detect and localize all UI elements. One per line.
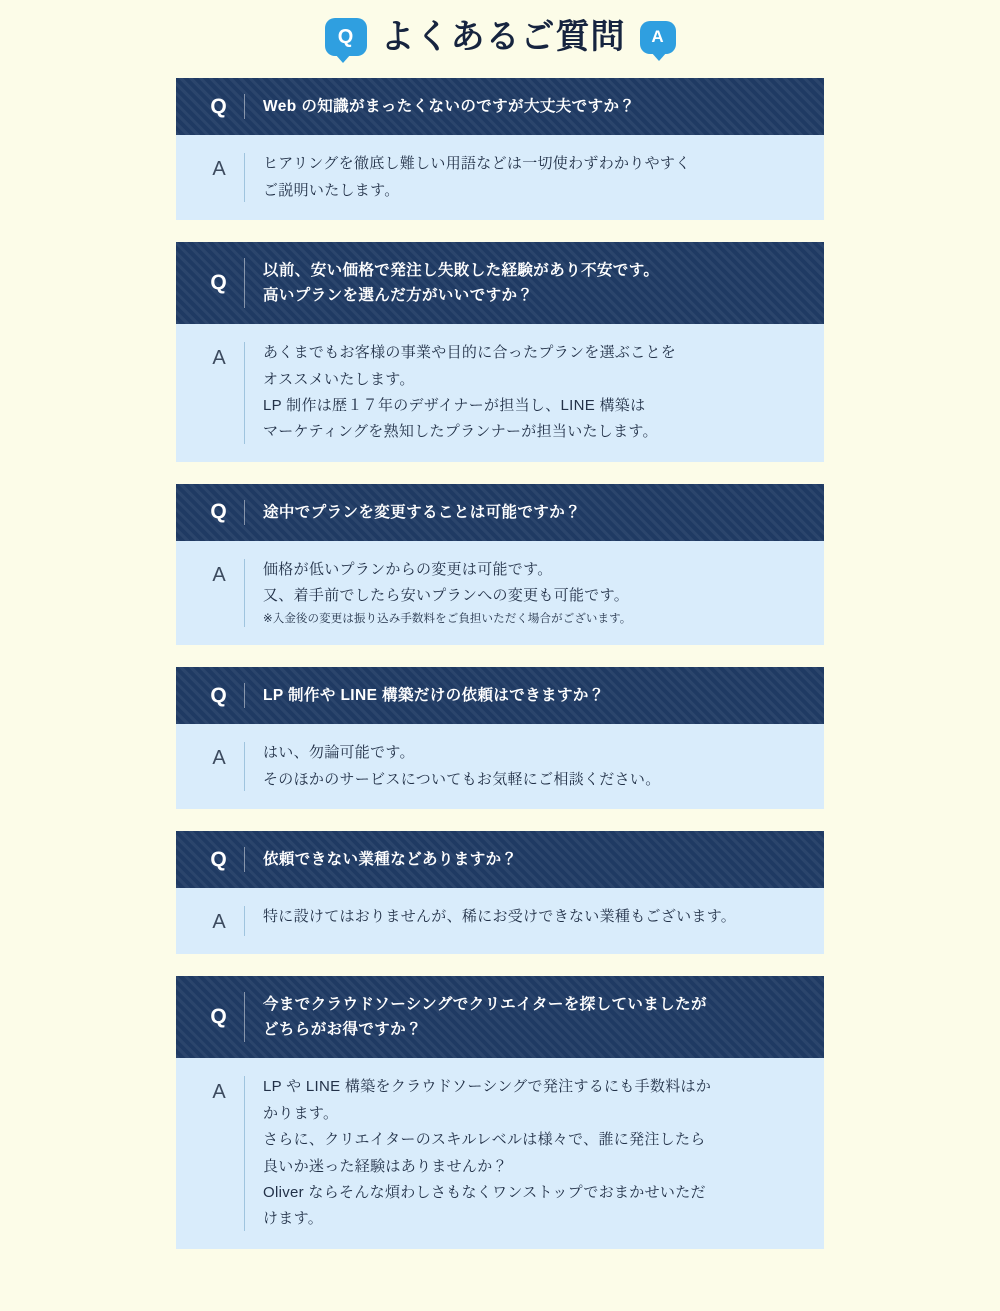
faq-question-text: 以前、安い価格で発注し失敗した経験があり不安です。 高いプランを選んだ方がいいですか？ — [263, 261, 660, 304]
question-divider — [244, 258, 245, 308]
faq-answer-row — [176, 888, 824, 954]
faq-question-row[interactable] — [176, 78, 824, 135]
faq-question-text: 依頼できない業種などありますか？ — [263, 851, 518, 868]
answer-divider — [244, 153, 245, 202]
faq-answer-row — [176, 1058, 824, 1248]
faq-item[interactable] — [176, 242, 824, 462]
page-title-text: よくあるご質問 — [380, 18, 626, 56]
faq-item[interactable] — [176, 484, 824, 645]
question-marker: Q — [210, 94, 228, 118]
faq-answer-row — [176, 324, 824, 462]
faq-answer-note: ※入金後の変更は振り込み手数料をご負担いただく場合がございます。 — [263, 612, 632, 625]
faq-question-row[interactable] — [176, 831, 824, 888]
answer-divider — [244, 1076, 245, 1230]
faq-item[interactable] — [176, 78, 824, 220]
question-divider — [244, 500, 245, 525]
answer-divider — [244, 559, 245, 627]
faq-answer-row — [176, 135, 824, 220]
faq-question-text: LP 制作や LINE 構築だけの依頼はできますか？ — [263, 687, 605, 705]
question-divider — [244, 94, 245, 119]
answer-marker: A — [212, 1081, 226, 1104]
faq-answer-text: あくまでもお客様の事業や目的に合ったプランを選ぶことを オススメいたします。 LP 制作は歴１７年のデザイナーが担当し、LINE 構築は マーケティングを熟知したプランナーが担当いたします。 — [263, 344, 677, 441]
question-divider — [244, 683, 245, 708]
question-marker: Q — [210, 683, 228, 707]
faq-answer-text: LP や LINE 構築をクラウドソーシングで発注するにも手数料はか かります。 さらに、クリエイターのスキルレベルは様々で、誰に発注したら 良いか迷った経験はありませんか？ Oliver ならそんな煩わしさもなくワンストップでおまかせいただ けます。 — [263, 1078, 712, 1228]
faq-question-row[interactable] — [176, 976, 824, 1058]
answer-divider — [244, 342, 245, 444]
faq-question-row[interactable] — [176, 242, 824, 324]
faq-item[interactable] — [176, 667, 824, 809]
faq-item[interactable] — [176, 831, 824, 954]
answer-marker: A — [212, 347, 226, 370]
question-marker: Q — [210, 1005, 228, 1029]
answer-divider — [244, 742, 245, 791]
faq-answer-row — [176, 541, 824, 645]
answer-divider — [244, 906, 245, 936]
question-marker: Q — [210, 847, 228, 871]
faq-question-text: 今までクラウドソーシングでクリエイターを探していましたが どちらがお得ですか？ — [263, 996, 707, 1039]
faq-item[interactable] — [176, 976, 824, 1249]
question-bubble-icon: Q — [325, 18, 367, 56]
faq-list — [176, 78, 824, 1249]
faq-answer-row — [176, 724, 824, 809]
question-divider — [244, 847, 245, 872]
answer-marker: A — [212, 563, 226, 586]
answer-bubble-icon: A — [640, 21, 676, 54]
faq-answer-text: ヒアリングを徹底し難しい用語などは一切使わずわかりやすく ご説明いたします。 — [263, 155, 691, 199]
faq-question-text: Web の知識がまったくないのですが大丈夫ですか？ — [263, 98, 636, 115]
question-marker: Q — [210, 271, 228, 294]
faq-answer-text: はい、勿論可能です。 そのほかのサービスについてもお気軽にご相談ください。 — [263, 744, 661, 788]
faq-question-text: 途中でプランを変更することは可能ですか？ — [263, 503, 582, 521]
faq-answer-text: 価格が低いプランからの変更は可能です。 又、着手前でしたら安いプランへの変更も可能です。 ※入金後の変更は振り込み手数料をご負担いただく場合がございます。 — [263, 557, 631, 629]
faq-question-row[interactable] — [176, 484, 824, 541]
faq-answer-text: 特に設けてはおりませんが、稀にお受けできない業種もございます。 — [263, 908, 737, 926]
faq-question-row[interactable] — [176, 667, 824, 724]
page-title — [0, 0, 1000, 78]
question-marker: Q — [210, 500, 228, 524]
answer-marker: A — [212, 747, 226, 770]
question-divider — [244, 992, 245, 1042]
answer-marker: A — [212, 158, 226, 181]
answer-marker: A — [212, 911, 226, 934]
